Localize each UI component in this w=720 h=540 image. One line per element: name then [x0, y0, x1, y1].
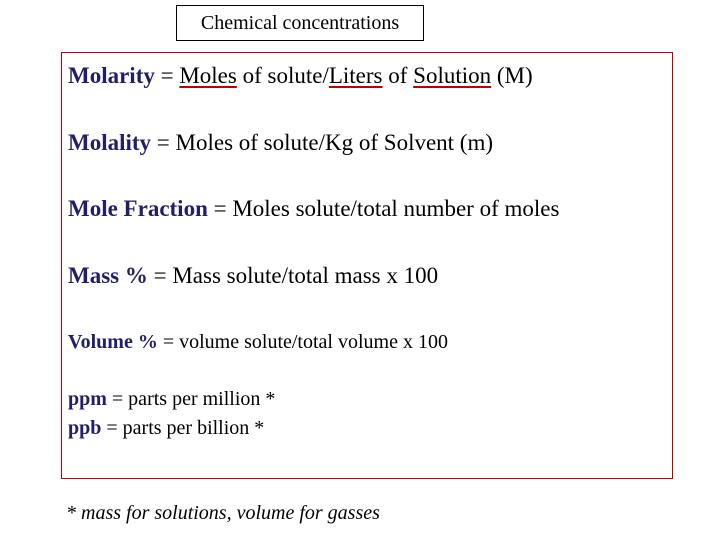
mole-fraction-definition [68, 196, 559, 222]
volume-percent-definition [68, 331, 448, 354]
mole-fraction-formula: = Moles solute/total number of moles [207, 196, 560, 221]
ppb-definition [68, 417, 264, 440]
molarity-equals: = [154, 63, 180, 88]
molarity-moles: Moles [179, 63, 237, 88]
molality-formula: = Moles of solute/Kg of Solvent (m) [151, 130, 494, 155]
molarity-liters: Liters [328, 63, 383, 88]
ppm-formula: = parts per million * [106, 388, 276, 410]
mass-percent-definition [68, 263, 438, 289]
molarity-of: of [382, 63, 414, 88]
ppm-term: ppm [68, 388, 107, 410]
mole-fraction-term: Mole Fraction [68, 196, 208, 221]
volume-percent-term: Volume % [68, 331, 158, 353]
molarity-term: Molarity [68, 63, 155, 88]
footnote: * mass for solutions, volume for gasses [66, 502, 380, 524]
ppb-formula: = parts per billion * [101, 417, 265, 439]
molarity-unit: (M) [491, 63, 533, 88]
molarity-solution: Solution [413, 63, 492, 88]
slide-title: Chemical concentrations [176, 5, 424, 41]
ppm-definition [68, 388, 275, 411]
mass-percent-term: Mass % [68, 263, 148, 288]
molality-definition [68, 130, 493, 156]
molality-term: Molality [68, 130, 152, 155]
volume-percent-formula: = volume solute/total volume x 100 [157, 331, 448, 353]
mass-percent-formula: = Mass solute/total mass x 100 [147, 263, 439, 288]
ppb-term: ppb [68, 417, 102, 439]
molarity-definition [68, 63, 533, 89]
molarity-of-solute: of solute/ [236, 63, 329, 88]
